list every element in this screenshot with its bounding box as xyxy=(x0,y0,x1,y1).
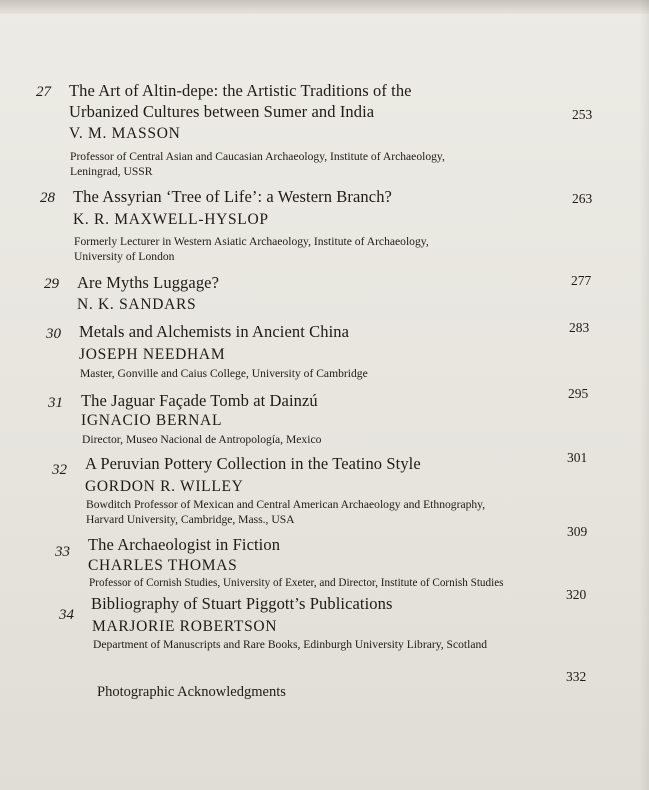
entry-page-number: 320 xyxy=(566,587,587,602)
page-top-shadow xyxy=(0,0,649,14)
entry-title-line: Bibliography of Stuart Piggott’s Publications xyxy=(91,594,393,613)
entry-affiliation-line: Department of Manuscripts and Rare Books, Edinburgh University Library, Scotland xyxy=(93,638,488,651)
acknowledgments-page-number: 332 xyxy=(566,669,587,684)
entry-title-line: A Peruvian Pottery Collection in the Teatino Style xyxy=(85,454,421,473)
entry-affiliation-line: Professor of Central Asian and Caucasian Archaeology, Institute of Archaeology, xyxy=(70,150,445,163)
entry-number: 31 xyxy=(48,395,63,411)
entry-number: 27 xyxy=(36,84,51,100)
entry-affiliation-line: Bowditch Professor of Mexican and Central American Archaeology and Ethnography, xyxy=(86,498,486,511)
entry-page-number: 309 xyxy=(567,524,588,539)
entry-author: GORDON R. WILLEY xyxy=(85,478,244,495)
entry-page-number: 301 xyxy=(567,450,588,465)
entry-title-line: The Archaeologist in Fiction xyxy=(88,535,281,554)
entry-author: K. R. MAXWELL-HYSLOP xyxy=(73,211,269,228)
entry-author: MARJORIE ROBERTSON xyxy=(92,618,278,635)
entry-title-line: The Jaguar Façade Tomb at Dainzú xyxy=(81,391,318,410)
entry-affiliation-line: Director, Museo Nacional de Antropología, Mexico xyxy=(82,433,322,446)
entry-number: 32 xyxy=(52,462,67,478)
entry-affiliation-line: University of London xyxy=(74,250,175,263)
entry-number: 29 xyxy=(44,276,59,292)
entry-author: N. K. SANDARS xyxy=(77,296,197,313)
entry-page-number: 283 xyxy=(569,320,590,335)
entry-title-line: Urbanized Cultures between Sumer and India xyxy=(69,102,375,121)
entry-number: 28 xyxy=(40,190,55,206)
entry-author: JOSEPH NEEDHAM xyxy=(79,346,226,363)
entry-title-line: Metals and Alchemists in Ancient China xyxy=(79,322,350,341)
entry-author: CHARLES THOMAS xyxy=(88,557,238,574)
entry-number: 34 xyxy=(59,607,74,623)
entry-affiliation-line: Master, Gonville and Caius College, University of Cambridge xyxy=(80,367,368,380)
entry-affiliation-line: Leningrad, USSR xyxy=(70,165,153,178)
acknowledgments-title: Photographic Acknowledgments xyxy=(97,684,286,700)
entry-page-number: 295 xyxy=(568,386,589,401)
entry-number: 33 xyxy=(55,544,70,560)
entry-number: 30 xyxy=(46,326,61,342)
page-edge-shadow xyxy=(639,0,649,790)
entry-page-number: 263 xyxy=(572,191,593,206)
entry-affiliation-line: Professor of Cornish Studies, University of Exeter, and Director, Institute of Cornish Studies xyxy=(89,577,504,589)
entry-affiliation-line: Formerly Lecturer in Western Asiatic Archaeology, Institute of Archaeology, xyxy=(74,235,429,248)
entry-page-number: 253 xyxy=(572,107,593,122)
entry-author: V. M. MASSON xyxy=(69,125,181,142)
entry-title-line: The Assyrian ‘Tree of Life’: a Western Branch? xyxy=(73,187,392,206)
entry-title-line: The Art of Altin-depe: the Artistic Traditions of the xyxy=(69,81,412,100)
entry-page-number: 277 xyxy=(571,273,592,288)
entry-affiliation-line: Harvard University, Cambridge, Mass., USA xyxy=(86,513,295,526)
entry-author: IGNACIO BERNAL xyxy=(81,412,223,429)
entry-title-line: Are Myths Luggage? xyxy=(77,273,220,292)
